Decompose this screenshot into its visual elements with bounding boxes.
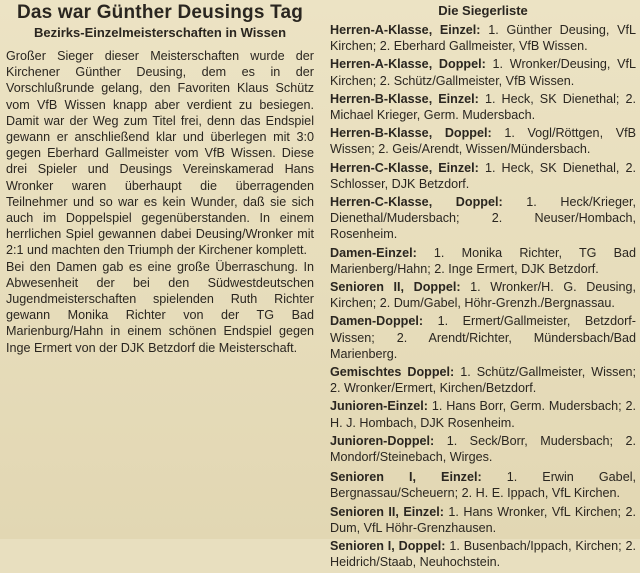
result-entry: [330, 364, 636, 396]
article-body: [6, 48, 314, 356]
result-text: 1. Heck, SK Dienethal; 2. Michael Krieger, Germ. Mudersbach.: [330, 91, 636, 123]
result-entry: [330, 160, 636, 192]
result-entry: [330, 56, 636, 88]
result-category: Damen-Einzel:: [330, 245, 417, 260]
result-category: Senioren II, Doppel:: [330, 280, 461, 295]
result-text: 1. Günther Deusing, VfL Kirchen; 2. Eberhard Gallmeister, VfB Wissen.: [330, 23, 636, 54]
result-entry: [330, 245, 636, 277]
result-entry: [330, 398, 636, 430]
result-entry: [330, 91, 636, 123]
result-category: Damen-Doppel:: [330, 314, 424, 329]
result-category: Herren-B-Klasse, Einzel:: [330, 91, 479, 106]
result-entry: [330, 538, 636, 570]
result-category: Senioren II, Einzel:: [330, 504, 444, 519]
results-list: [330, 22, 636, 571]
result-category: Herren-C-Klasse, Doppel:: [330, 195, 503, 210]
article-subheadline: Bezirks-Einzelmeisterschaften in Wissen: [33, 25, 287, 40]
result-text: 1. Hans Borr, Germ. Mudersbach; 2. H. J. Hombach, DJK Rosenheim.: [330, 399, 636, 430]
result-text: 1. Vogl/Röttgen, VfB Wissen; 2. Geis/Arendt, Wissen/Mündersbach.: [330, 126, 636, 157]
article-paragraph: Großer Sieger dieser Meisterschaften wurde der Kirchener Günther Deusing, dem es in der Vorschlußrunde gelang, den Favoriten Klaus Schütz vom VfB Wissen knapp aber verdient zu besiegen. Damit war der Weg zum Titel frei, denn das Endspiel gewann er anschließend klar und überlegen mit 3:0 gegen Eberhard Gallmeister vom VfB Wissen. Diese drei Spieler und Deusings Vereinskamerad Hans Wronker waren überhaupt die überragenden Teilnehmer und so war es kein Wunder, daß sie sich auch im Doppelspiel gegenüberstanden. In einem herrlichen Spiel gewannen dabei Deusing/Wronker mit 2:1 und machten den Triumph der Kirchener komplett.: [6, 49, 314, 258]
result-text: 1. Busenbach/Ippach, Kirchen; 2. Heidrich/Staab, Neuhochstein.: [330, 539, 636, 570]
result-category: Senioren I, Doppel:: [330, 539, 446, 554]
result-category: Junioren-Einzel:: [330, 399, 428, 414]
result-category: Herren-A-Klasse, Doppel:: [330, 57, 486, 72]
result-entry: [330, 433, 636, 465]
result-entry: [330, 22, 636, 54]
results-title: Die Siegerliste: [438, 3, 528, 18]
result-entry: [330, 469, 636, 501]
result-text: 1. Ermert/Gallmeister, Betzdorf-Wissen; 2. Arendt/Richter, Mündersbach/Bad Marienberg.: [330, 314, 636, 361]
result-text: 1. Heck, SK Dienethal, 2. Schlosser, DJK Betzdorf.: [330, 160, 636, 191]
result-text: 1. Wronker/Deusing, VfL Kirchen; 2. Schütz/Gallmeister, VfB Wissen.: [330, 57, 637, 88]
result-text: 1. Monika Richter, TG Bad Marienberg/Hahn; 2. Inge Ermert, DJK Betzdorf.: [330, 245, 636, 276]
article-headline: Das war Günther Deusings Tag: [16, 2, 304, 23]
result-entry: [330, 504, 636, 536]
result-text: 1. Seck/Borr, Mudersbach; 2. Mondorf/Steinebach, Wirges.: [330, 433, 636, 465]
result-entry: [330, 313, 636, 362]
result-entry: [330, 125, 636, 157]
result-text: 1. Hans Wronker, VfL Kirchen; 2. Dum, VfL Höhr-Grenzhausen.: [330, 504, 637, 535]
result-category: Herren-C-Klasse, Einzel:: [330, 160, 479, 175]
article-paragraph: Bei den Damen gab es eine große Überraschung. In Abwesenheit der bei den Südwestdeutschen Jugendmeisterschaften spielenden Ruth Richter gewann Monika Richter von der TG Bad Marienburg/Hahn in einem schönen Endspiel gegen Inge Ermert von der DJK Betzdorf die Meisterschaft.: [6, 259, 314, 355]
result-entry: [330, 279, 636, 311]
result-category: Junioren-Doppel:: [330, 433, 435, 448]
result-text: 1. Erwin Gabel, Bergnassau/Scheuern; 2. H. E. Ippach, VfL Kirchen.: [330, 470, 636, 501]
result-category: Senioren I, Einzel:: [330, 470, 482, 485]
result-text: 1. Schütz/Gallmeister, Wissen; 2. Wronker/Ermert, Kirchen/Betzdorf.: [330, 365, 636, 396]
result-category: Herren-A-Klasse, Einzel:: [330, 23, 481, 37]
results-column: [330, 2, 636, 573]
result-text: 1. Wronker/H. G. Deusing, Kirchen; 2. Dum/Gabel, Höhr-Grenzh./Bergnassau.: [330, 280, 636, 311]
article-column: [6, 2, 314, 356]
result-text: 1. Heck/Krieger, Dienethal/Mudersbach; 2. Neuser/Hombach, Rosenheim.: [330, 195, 636, 242]
result-category: Herren-B-Klasse, Doppel:: [330, 126, 492, 141]
result-entry: [330, 194, 636, 243]
result-category: Gemischtes Doppel:: [330, 365, 455, 380]
